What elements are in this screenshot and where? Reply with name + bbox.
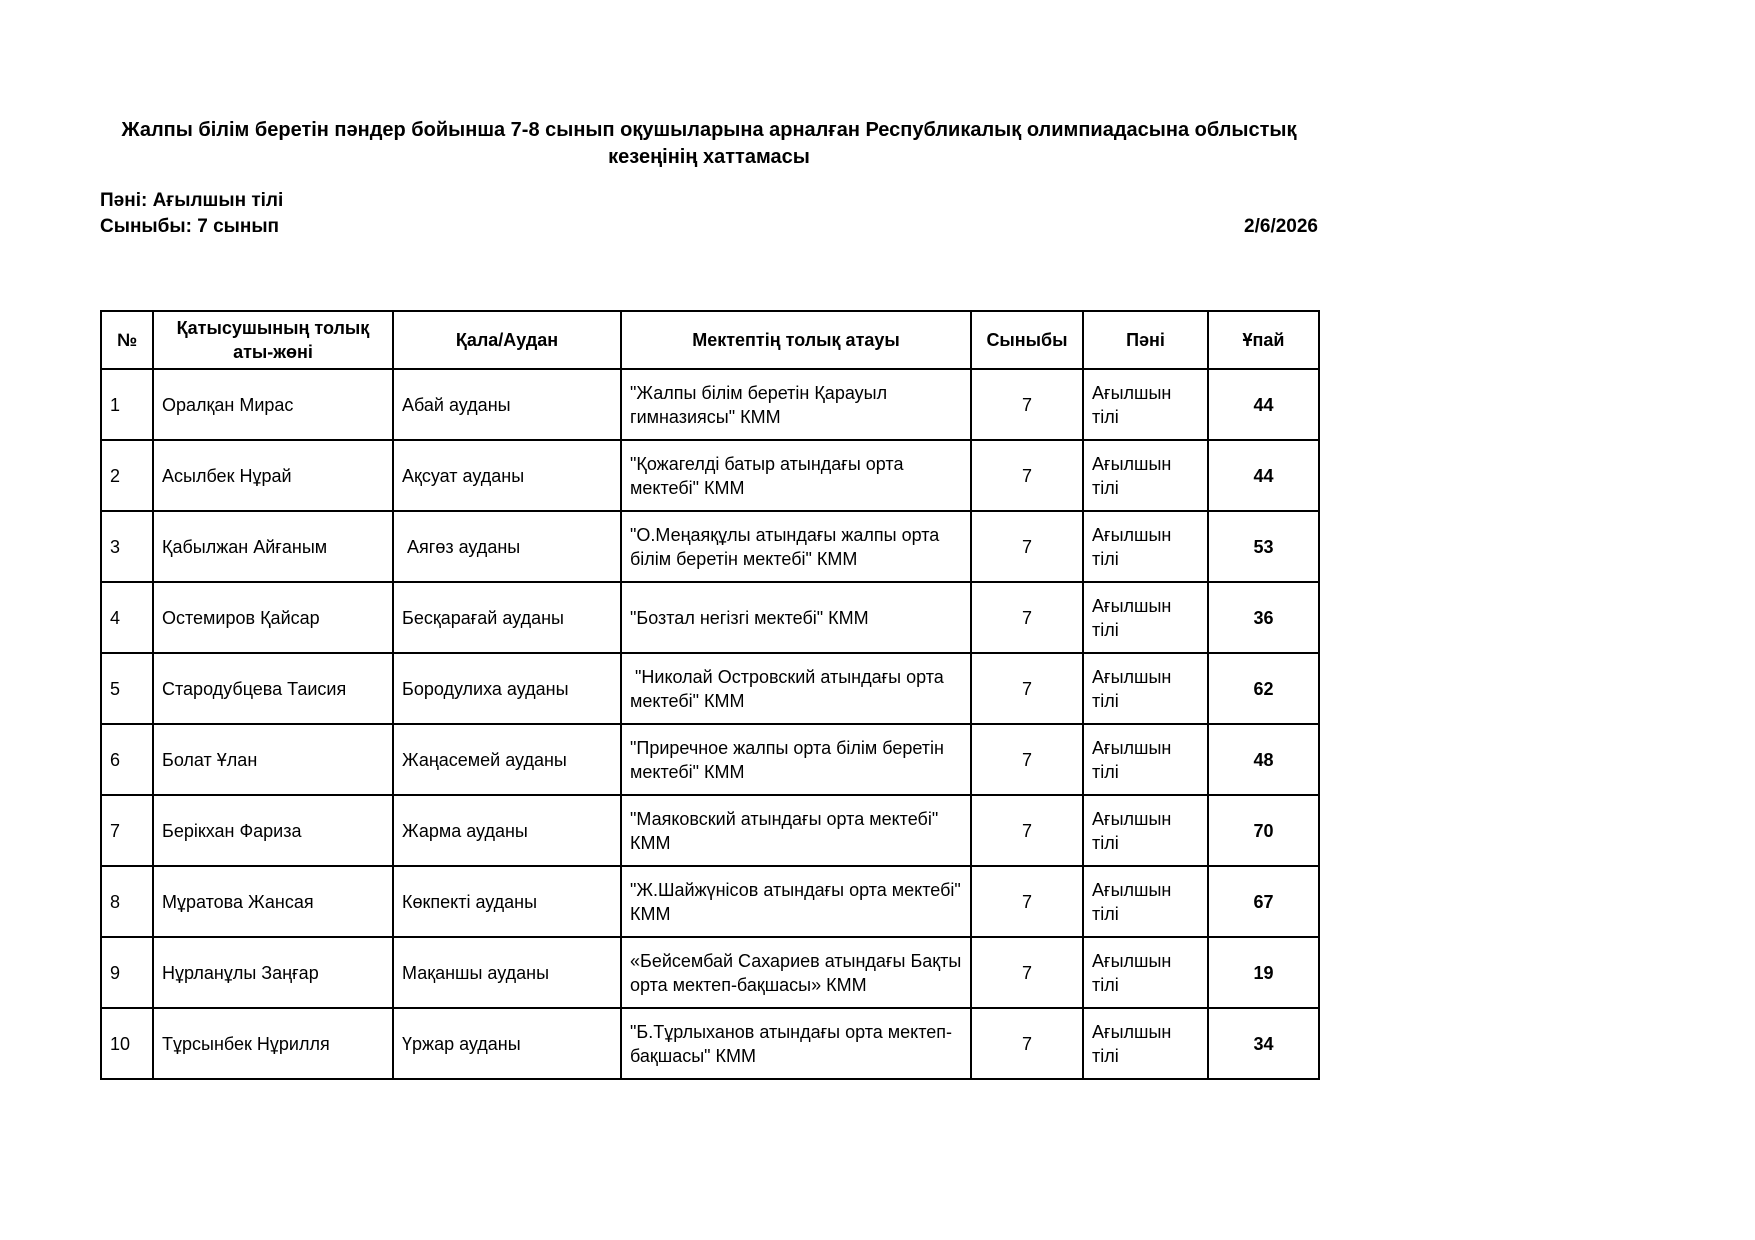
cell-grade: 7 — [971, 866, 1083, 937]
table-row — [101, 440, 1319, 511]
district-text: Бесқарағай ауданы — [402, 607, 564, 628]
cell-number: 2 — [101, 440, 153, 511]
district-text: Бородулиха ауданы — [402, 678, 569, 699]
table-row — [101, 866, 1319, 937]
grade-line: Сыныбы: 7 сынып — [100, 216, 280, 237]
school-text: "Маяковский атындағы орта мектебі" КММ — [630, 808, 944, 853]
district-text: Жаңасемей ауданы — [402, 749, 567, 770]
district-text: Ақсуат ауданы — [402, 465, 525, 486]
district-text: Үржар ауданы — [402, 1033, 521, 1054]
header-district: Қала/Аудан — [393, 311, 621, 369]
cell-number: 10 — [101, 1008, 153, 1079]
header-subject: Пәні — [1083, 311, 1208, 369]
school-text: "Бозтал негізгі мектебі" КММ — [630, 607, 869, 628]
cell-name: Нұрланұлы Заңғар — [153, 937, 393, 1008]
district-text: Мақаншы ауданы — [402, 962, 550, 983]
table-row — [101, 369, 1319, 440]
cell-grade: 7 — [971, 724, 1083, 795]
cell-number: 1 — [101, 369, 153, 440]
cell-district — [393, 440, 621, 511]
cell-number: 5 — [101, 653, 153, 724]
header-number: № — [101, 311, 153, 369]
cell-school — [621, 440, 971, 511]
cell-score: 34 — [1208, 1008, 1319, 1079]
cell-district — [393, 1008, 621, 1079]
district-text: Көкпекті ауданы — [402, 891, 538, 912]
cell-name: Мұратова Жансая — [153, 866, 393, 937]
cell-school — [621, 653, 971, 724]
cell-school — [621, 724, 971, 795]
cell-grade: 7 — [971, 795, 1083, 866]
cell-grade: 7 — [971, 369, 1083, 440]
school-text: «Бейсембай Сахариев атындағы Бақты орта мектеп-бақшасы» КММ — [630, 950, 967, 995]
header-school: Мектептің толық атауы — [621, 311, 971, 369]
cell-number: 4 — [101, 582, 153, 653]
cell-name: Асылбек Нұрай — [153, 440, 393, 511]
cell-district — [393, 653, 621, 724]
cell-name: Оралқан Мирас — [153, 369, 393, 440]
cell-subject: Ағылшын тілі — [1083, 795, 1208, 866]
cell-name: Тұрсынбек Нұрилля — [153, 1008, 393, 1079]
cell-school — [621, 937, 971, 1008]
cell-grade: 7 — [971, 1008, 1083, 1079]
table-row — [101, 795, 1319, 866]
school-text: "Жалпы білім беретін Қарауыл гимназиясы" КММ — [630, 382, 893, 427]
cell-score: 44 — [1208, 440, 1319, 511]
cell-school — [621, 1008, 971, 1079]
cell-number: 3 — [101, 511, 153, 582]
results-table — [100, 310, 1320, 1080]
cell-subject: Ағылшын тілі — [1083, 937, 1208, 1008]
cell-district — [393, 582, 621, 653]
table-row — [101, 511, 1319, 582]
subject-line: Пәні: Ағылшын тілі — [100, 190, 284, 211]
cell-grade: 7 — [971, 511, 1083, 582]
school-text: "Приречное жалпы орта білім беретін мектебі" КММ — [630, 737, 950, 782]
cell-district — [393, 866, 621, 937]
cell-score: 36 — [1208, 582, 1319, 653]
cell-grade: 7 — [971, 937, 1083, 1008]
cell-name: Болат Ұлан — [153, 724, 393, 795]
cell-subject: Ағылшын тілі — [1083, 511, 1208, 582]
cell-score: 62 — [1208, 653, 1319, 724]
school-text: "Ж.Шайжүнісов атындағы орта мектебі" КММ — [630, 879, 966, 924]
date-value: 2/6/2026 — [1244, 216, 1318, 237]
cell-score: 48 — [1208, 724, 1319, 795]
cell-score: 53 — [1208, 511, 1319, 582]
cell-school — [621, 866, 971, 937]
district-text: Аягөз ауданы — [402, 536, 521, 557]
cell-score: 44 — [1208, 369, 1319, 440]
cell-subject: Ағылшын тілі — [1083, 582, 1208, 653]
cell-name: Остемиров Қайсар — [153, 582, 393, 653]
table-header-row — [101, 311, 1319, 369]
school-text: "О.Меңаяқұлы атындағы жалпы орта білім беретін мектебі" КММ — [630, 524, 945, 569]
district-text: Абай ауданы — [402, 394, 511, 415]
cell-subject: Ағылшын тілі — [1083, 866, 1208, 937]
cell-school — [621, 511, 971, 582]
cell-subject: Ағылшын тілі — [1083, 440, 1208, 511]
cell-district — [393, 511, 621, 582]
table-row — [101, 653, 1319, 724]
cell-number: 8 — [101, 866, 153, 937]
table-row — [101, 724, 1319, 795]
cell-district — [393, 724, 621, 795]
cell-school — [621, 795, 971, 866]
cell-name: Стародубцева Таисия — [153, 653, 393, 724]
cell-score: 67 — [1208, 866, 1319, 937]
cell-number: 9 — [101, 937, 153, 1008]
cell-name: Берікхан Фариза — [153, 795, 393, 866]
cell-number: 7 — [101, 795, 153, 866]
cell-school — [621, 582, 971, 653]
cell-grade: 7 — [971, 440, 1083, 511]
school-text: "Б.Тұрлыханов атындағы орта мектеп-бақшасы" КММ — [630, 1021, 953, 1066]
cell-subject: Ағылшын тілі — [1083, 724, 1208, 795]
cell-school — [621, 369, 971, 440]
header-name: Қатысушының толық аты-жөні — [153, 311, 393, 369]
page-title: Жалпы білім беретін пәндер бойынша 7-8 сынып оқушыларына арналған Республикалық олимпиадасына облыстық кезеңінің хаттамасы — [121, 119, 1297, 168]
cell-score: 19 — [1208, 937, 1319, 1008]
cell-number: 6 — [101, 724, 153, 795]
cell-district — [393, 795, 621, 866]
cell-subject: Ағылшын тілі — [1083, 1008, 1208, 1079]
cell-score: 70 — [1208, 795, 1319, 866]
cell-grade: 7 — [971, 653, 1083, 724]
table-row — [101, 1008, 1319, 1079]
cell-district — [393, 937, 621, 1008]
table-row — [101, 582, 1319, 653]
cell-name: Қабылжан Айғаным — [153, 511, 393, 582]
school-text: "Николай Островский атындағы орта мектебі" КММ — [630, 666, 949, 711]
cell-subject: Ағылшын тілі — [1083, 653, 1208, 724]
school-text: "Қожагелді батыр атындағы орта мектебі" КММ — [630, 453, 909, 498]
header-grade: Сыныбы — [971, 311, 1083, 369]
header-score: Ұпай — [1208, 311, 1319, 369]
table-row — [101, 937, 1319, 1008]
cell-grade: 7 — [971, 582, 1083, 653]
cell-district — [393, 369, 621, 440]
district-text: Жарма ауданы — [402, 820, 528, 841]
cell-subject: Ағылшын тілі — [1083, 369, 1208, 440]
